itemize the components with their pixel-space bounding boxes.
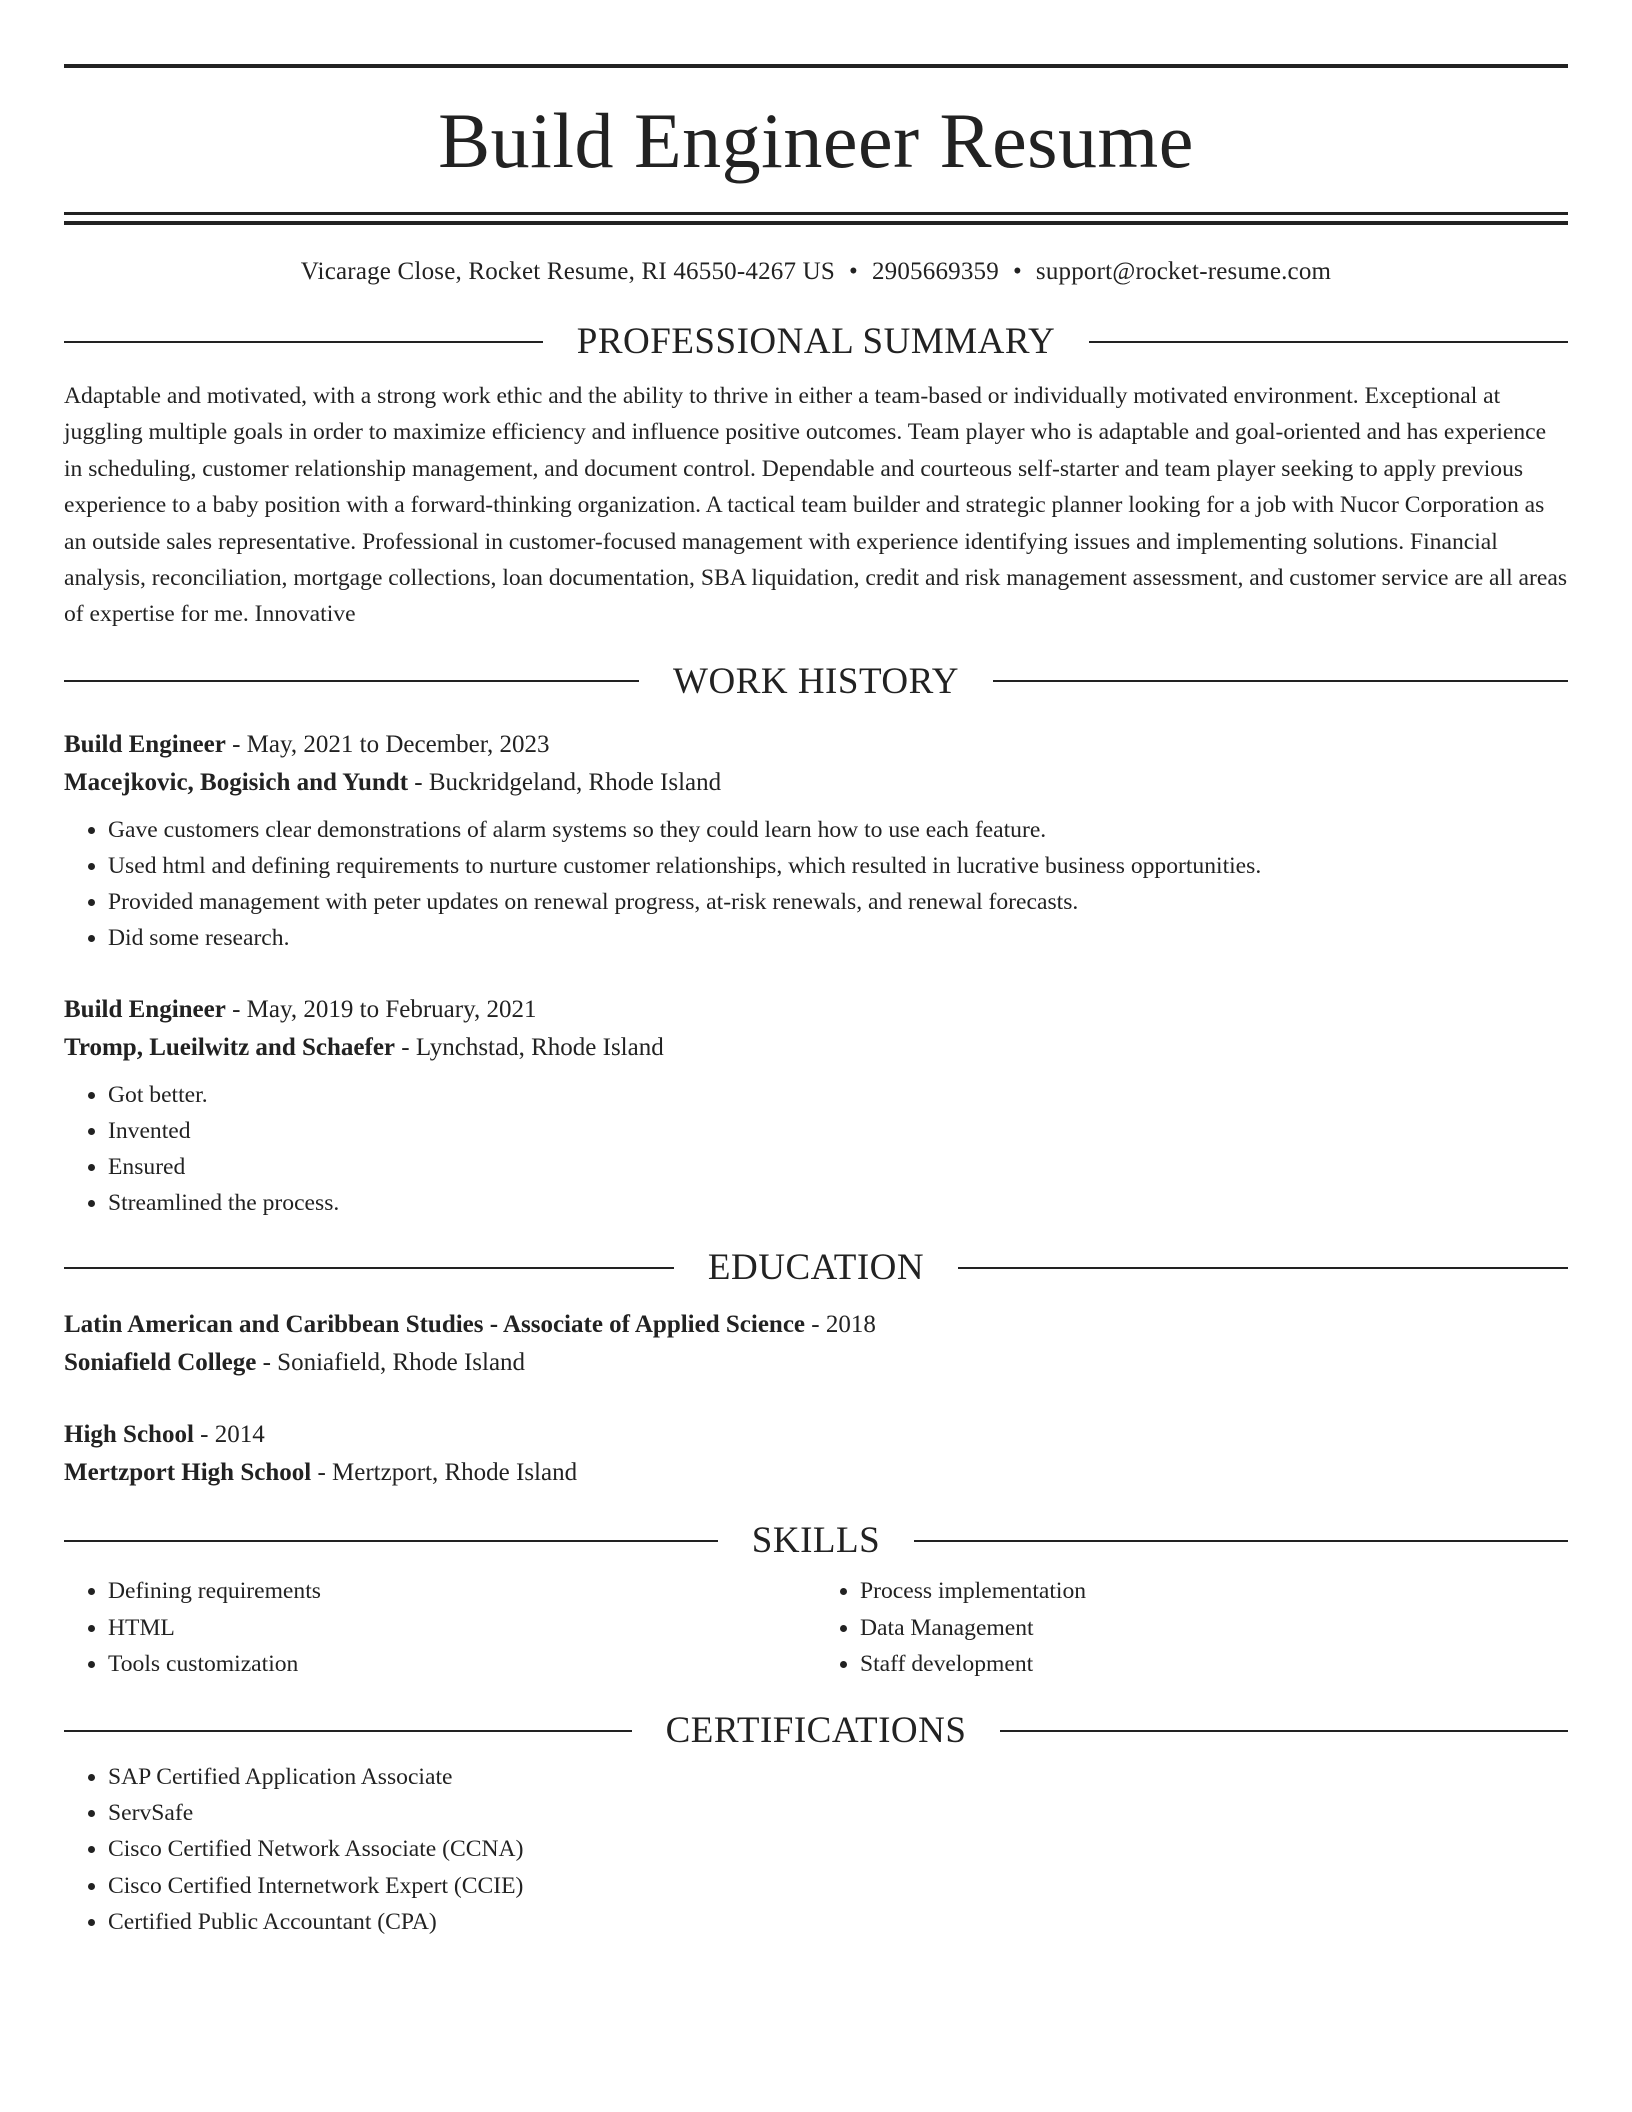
section-header-work	[64, 660, 1568, 702]
list-item: • Cisco Certified Network Associate (CCNA)	[108, 1831, 1568, 1867]
job-entry	[64, 726, 1568, 957]
section-header-certifications	[64, 1710, 1568, 1752]
section-header-education	[64, 1247, 1568, 1289]
job-company: Tromp, Lueilwitz and Schaefer	[64, 1033, 396, 1061]
skills-column-right	[816, 1573, 1568, 1682]
job-title-line	[64, 991, 1568, 1029]
list-item: • Provided management with peter updates on renewal progress, at-risk renewals, and renewal forecasts.	[108, 884, 1568, 920]
list-item: • Gave customers clear demonstrations of alarm systems so they could learn how to use each feature.	[108, 812, 1568, 848]
list-item: • Did some research.	[108, 920, 1568, 956]
section-title-education: EDUCATION	[707, 1247, 925, 1289]
section-rule-right	[958, 1267, 1568, 1269]
section-title-work: WORK HISTORY	[673, 660, 959, 702]
section-title-certifications: CERTIFICATIONS	[665, 1710, 967, 1752]
resume-page	[64, 64, 1568, 1940]
contact-email[interactable]: support@rocket-resume.com	[1035, 258, 1332, 285]
list-item: • Tools customization	[108, 1646, 816, 1682]
list-item: • Certified Public Accountant (CPA)	[108, 1904, 1568, 1940]
contact-separator: •	[849, 258, 858, 285]
certifications-list	[64, 1759, 1568, 1940]
section-rule-right	[914, 1540, 1568, 1542]
job-entry	[64, 991, 1568, 1222]
contact-separator: •	[1012, 258, 1022, 285]
header-top-rule	[64, 64, 1568, 68]
resume-title: Build Engineer Resume	[438, 97, 1194, 184]
contact-phone[interactable]: 2905669359	[871, 258, 999, 285]
list-item: • Staff development	[860, 1646, 1568, 1682]
job-role: Build Engineer	[64, 995, 226, 1023]
summary-text: Adaptable and motivated, with a strong work ethic and the ability to thrive in either a team-based or individually motivated environment. Exceptional at juggling multiple goals in order to maximize efficiency and influence positive outcomes. Team player who is adaptable and goal-oriented and has experience in scheduling, customer relationship management, and document control. Dependable and courteous self-starter and team player seeking to apply previous experience to a baby position with a forward-thinking organization. A tactical team builder and strategic planner looking for a job with Nucor Corporation as an outside sales representative. Professional in customer-focused management with experience identifying issues and implementing solutions. Financial analysis, reconciliation, mortgage collections, loan documentation, SBA liquidation, credit and risk management assessment, and customer service are all areas of expertise for me. Innovative	[64, 383, 1567, 628]
education-degree-line	[64, 1306, 1568, 1344]
list-item: • Data Management	[860, 1610, 1568, 1646]
job-title-line	[64, 726, 1568, 764]
list-item: • Invented	[108, 1113, 1568, 1149]
list-item: • HTML	[108, 1610, 816, 1646]
list-item: • Got better.	[108, 1077, 1568, 1113]
list-item: • Cisco Certified Internetwork Expert (CCIE)	[108, 1868, 1568, 1904]
education-school-line	[64, 1454, 1568, 1492]
section-rule-right	[1000, 1730, 1568, 1732]
section-title-summary: PROFESSIONAL SUMMARY	[576, 321, 1056, 362]
contact-line	[64, 257, 1568, 287]
education-location: - Soniafield, Rhode Island	[256, 1349, 526, 1377]
list-item: • Used html and defining requirements to nurture customer relationships, which resulted in lucrative business opportunities.	[108, 848, 1568, 884]
job-company-line	[64, 764, 1568, 802]
section-rule-left	[64, 1730, 632, 1732]
job-dates: - May, 2019 to February, 2021	[225, 995, 537, 1023]
list-item: • Streamlined the process.	[108, 1185, 1568, 1221]
section-rule-left	[64, 680, 639, 682]
education-location: - Mertzport, Rhode Island	[311, 1459, 578, 1487]
section-rule-left	[64, 341, 543, 343]
job-company-line	[64, 1029, 1568, 1067]
job-role: Build Engineer	[64, 730, 226, 758]
section-header-summary	[64, 323, 1568, 360]
job-bullets	[64, 1077, 1568, 1222]
skills-column-left	[64, 1573, 816, 1682]
job-location: - Buckridgeland, Rhode Island	[408, 768, 722, 796]
education-degree: Latin American and Caribbean Studies - Associate of Applied Science	[64, 1311, 806, 1339]
list-item: • Ensured	[108, 1149, 1568, 1185]
section-rule-right	[993, 680, 1568, 682]
contact-address: Vicarage Close, Rocket Resume, RI 46550-4267 US	[300, 258, 835, 285]
education-degree: High School	[64, 1421, 194, 1449]
header-double-rule	[64, 212, 1568, 225]
job-dates: - May, 2021 to December, 2023	[225, 730, 550, 758]
education-school: Soniafield College	[64, 1349, 257, 1377]
list-item: • ServSafe	[108, 1795, 1568, 1831]
education-entry	[64, 1306, 1568, 1382]
section-rule-right	[1089, 341, 1568, 343]
section-header-skills	[64, 1520, 1568, 1562]
list-item: • Defining requirements	[108, 1573, 816, 1609]
section-rule-left	[64, 1540, 718, 1542]
education-school: Mertzport High School	[64, 1459, 312, 1487]
skills-grid	[64, 1573, 1568, 1682]
list-item: • SAP Certified Application Associate	[108, 1759, 1568, 1795]
education-entry	[64, 1416, 1568, 1492]
education-year: - 2018	[805, 1311, 876, 1339]
job-location: - Lynchstad, Rhode Island	[395, 1033, 664, 1061]
job-company: Macejkovic, Bogisich and Yundt	[64, 768, 409, 796]
education-school-line	[64, 1344, 1568, 1382]
education-year: - 2014	[193, 1421, 265, 1449]
section-title-skills: SKILLS	[751, 1520, 881, 1562]
list-item: • Process implementation	[860, 1573, 1568, 1609]
job-bullets	[64, 812, 1568, 957]
section-rule-left	[64, 1267, 674, 1269]
education-degree-line	[64, 1416, 1568, 1454]
